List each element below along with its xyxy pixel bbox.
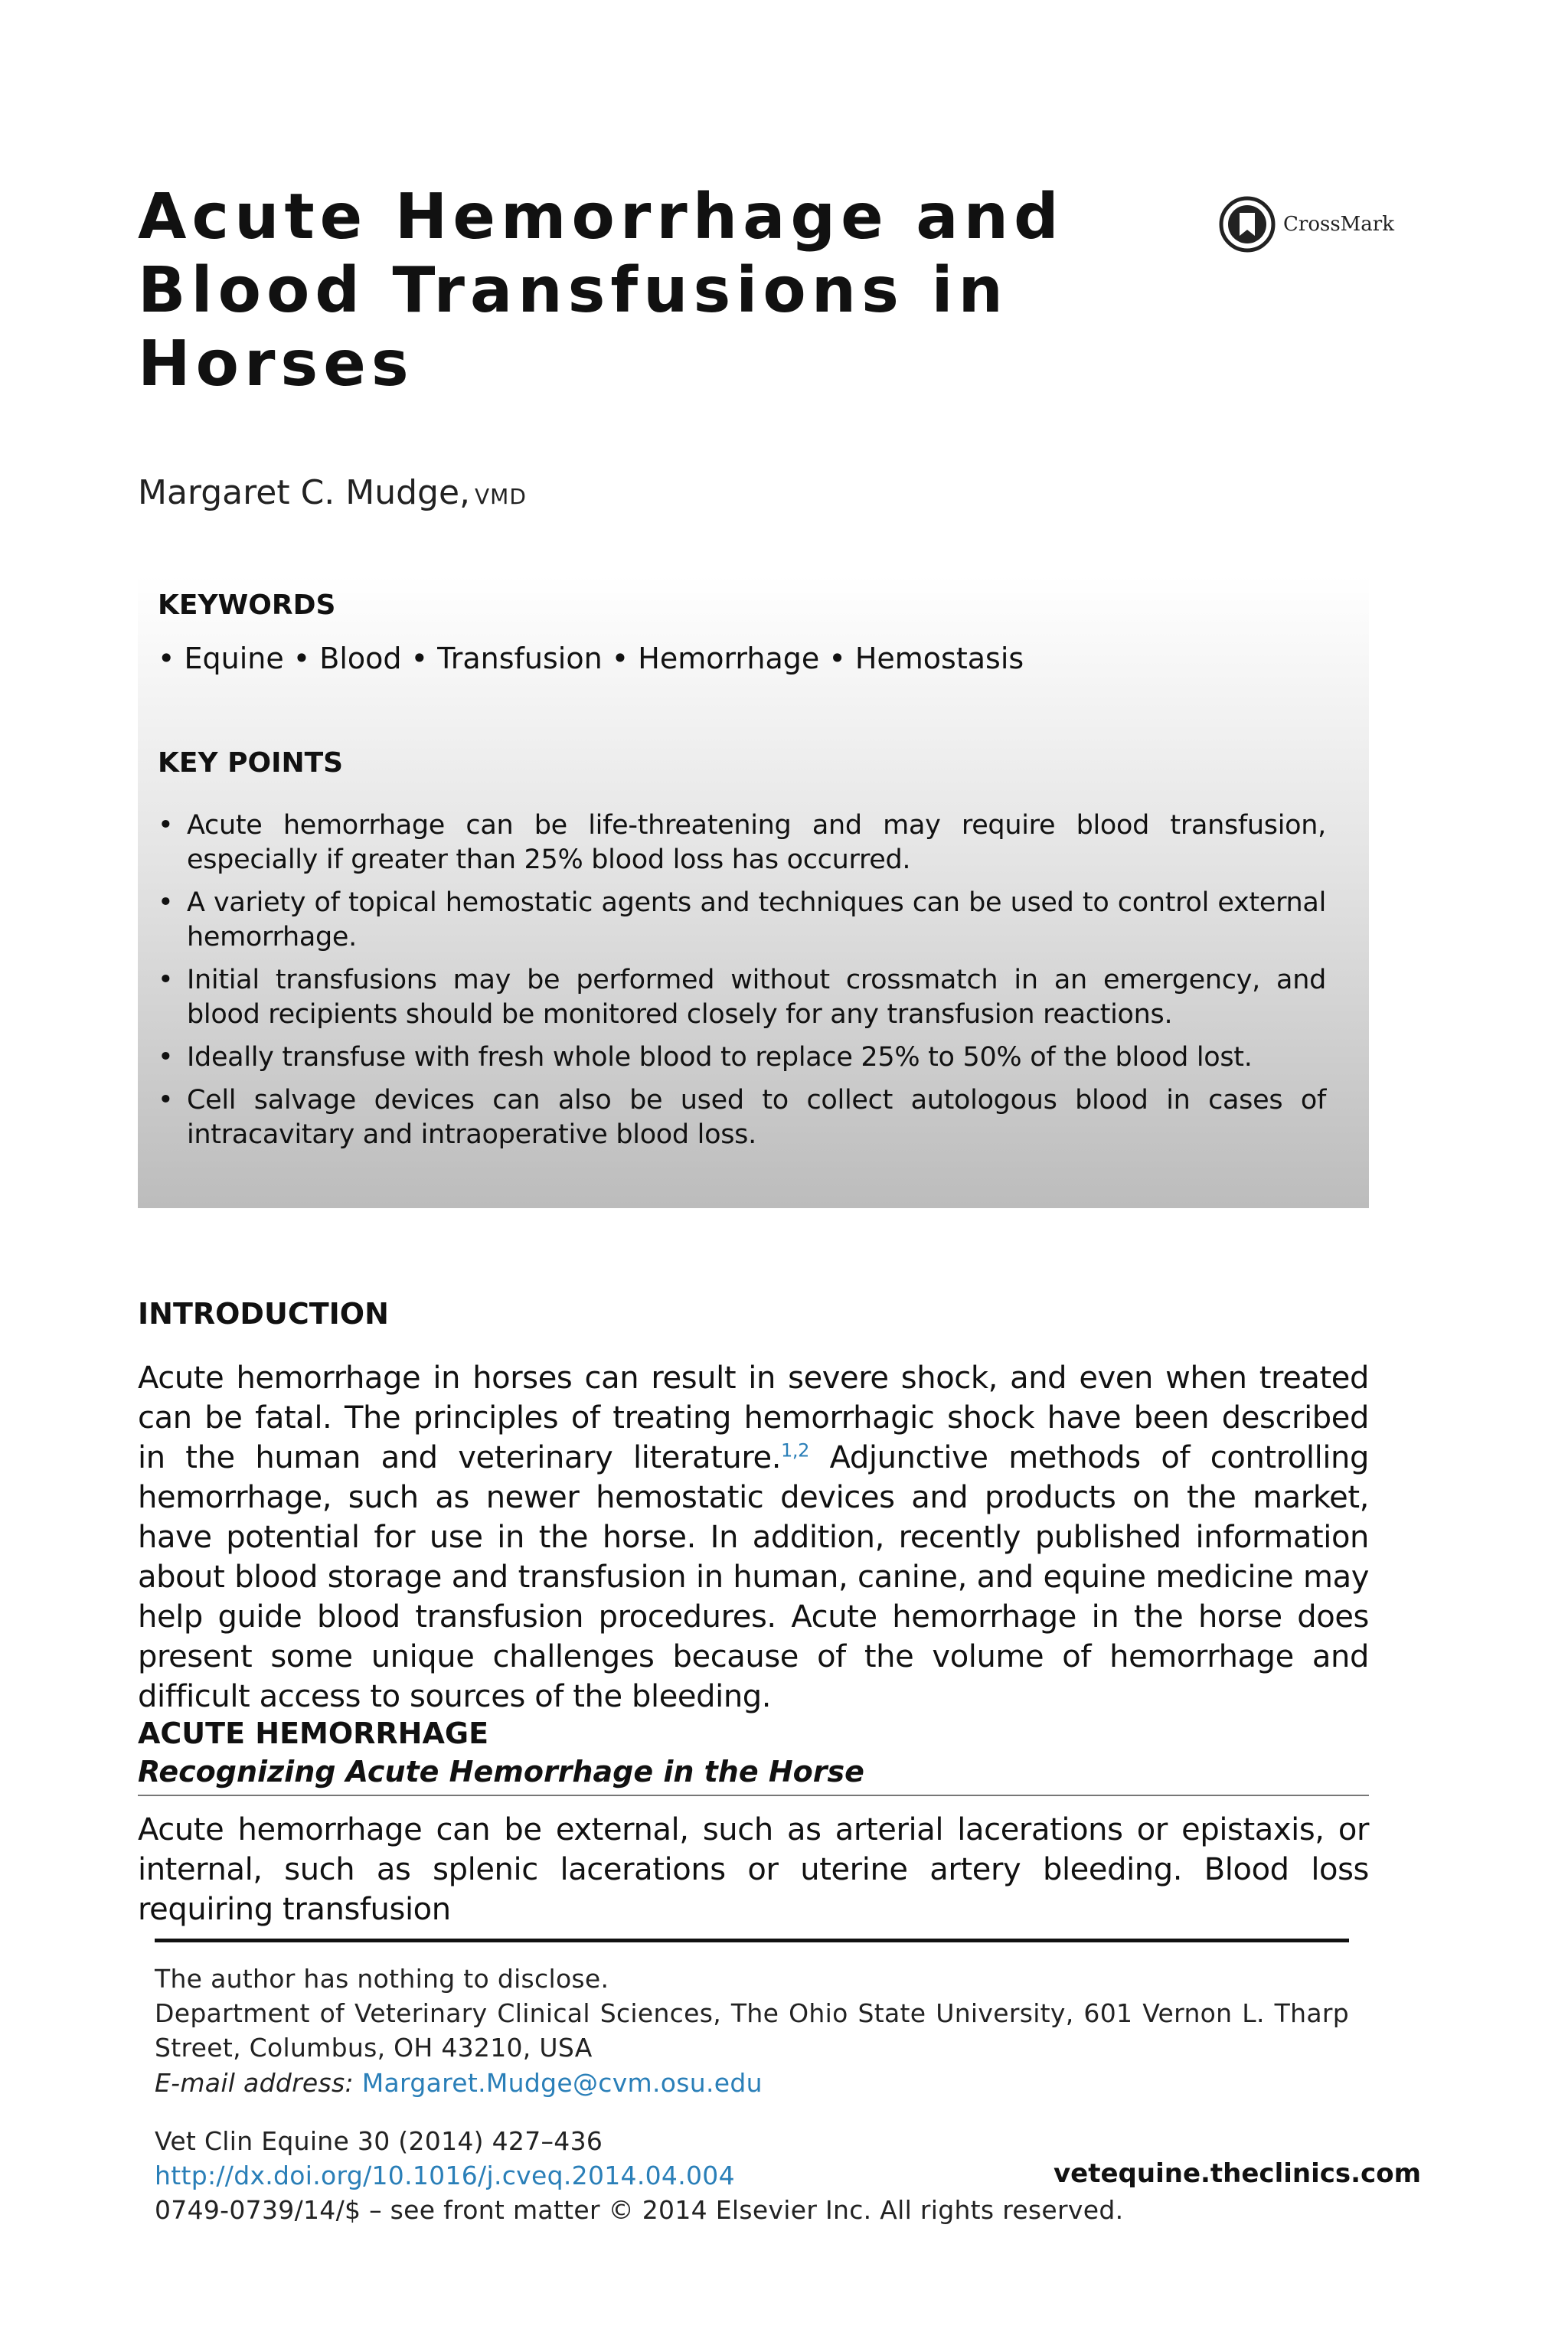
acute-hemorrhage-subheading: Recognizing Acute Hemorrhage in the Horse <box>138 1755 1369 1796</box>
email-line <box>155 2066 1349 2100</box>
crossmark-icon <box>1219 196 1276 253</box>
crossmark-label: CrossMark <box>1283 213 1394 236</box>
keywords-list: • Equine • Blood • Transfusion • Hemorrhage • Hemostasis <box>158 642 1024 675</box>
citation-line: Vet Clin Equine 30 (2014) 427–436 <box>155 2126 603 2156</box>
crossmark-badge[interactable] <box>1219 196 1394 253</box>
email-label: E-mail address: <box>155 2068 354 2098</box>
title-line: Blood Transfusions in <box>138 254 1008 327</box>
author-line <box>138 473 527 512</box>
keywords-box <box>138 576 1369 1208</box>
introduction-paragraph <box>138 1358 1369 1717</box>
key-point-item: • A variety of topical hemostatic agents and techniques can be used to control external hemorrhage. <box>158 886 1326 955</box>
disclosure-note: The author has nothing to disclose. <box>155 1964 609 1994</box>
key-points-heading: KEY POINTS <box>158 747 344 779</box>
author-name: Margaret C. Mudge, <box>138 473 471 512</box>
key-point-item: • Acute hemorrhage can be life-threatening and may require blood transfusion, especially if greater than 25% blood loss has occurred. <box>158 808 1326 877</box>
copyright-line: 0749-0739/14/$ – see front matter © 2014 Elsevier Inc. All rights reserved. <box>155 2195 1124 2225</box>
reference-link[interactable]: 1,2 <box>781 1439 809 1462</box>
key-point-item: • Initial transfusions may be performed without crossmatch in an emergency, and blood recipients should be monitored closely for any transfusion reactions. <box>158 963 1326 1032</box>
journal-website[interactable]: vetequine.theclinics.com <box>1054 2158 1422 2189</box>
intro-text-part: Adjunctive methods of controlling hemorrhage, such as newer hemostatic devices and products on the market, have potential for use in the horse. In addition, recently published information about blood storage and transfusion in human, canine, and equine medicine may help guide blood transfusion procedures. Acute hemorrhage in the horse does present some unique challenges because of the volume of hemorrhage and difficult access to sources of the bleeding. <box>138 1440 1369 1714</box>
intro-text-part: Acute hemorrhage in horses can result in severe shock, and even when treated can be fatal. The principles of treating hemorrhagic shock have been described in the human and veterinary literature. <box>138 1361 1369 1475</box>
footnote-divider <box>155 1939 1349 1942</box>
introduction-heading: INTRODUCTION <box>138 1297 389 1331</box>
key-point-item: • Cell salvage devices can also be used to collect autologous blood in cases of intracavitary and intraoperative blood loss. <box>158 1083 1326 1152</box>
acute-hemorrhage-paragraph: Acute hemorrhage can be external, such as arterial lacerations or epistaxis, or internal, such as splenic lacerations or uterine artery bleeding. Blood loss requiring transfusion <box>138 1812 1369 1927</box>
author-degree: VMD <box>475 484 527 509</box>
key-points-list <box>158 808 1326 1161</box>
doi-link[interactable]: http://dx.doi.org/10.1016/j.cveq.2014.04.004 <box>155 2161 735 2190</box>
email-link[interactable]: Margaret.Mudge@cvm.osu.edu <box>361 2068 763 2098</box>
title-line: Horses <box>138 328 414 400</box>
article-title <box>138 181 1072 401</box>
title-line: Acute Hemorrhage and <box>138 181 1064 253</box>
acute-hemorrhage-heading: ACUTE HEMORRHAGE <box>138 1717 489 1750</box>
keywords-heading: KEYWORDS <box>158 590 336 621</box>
affiliation-note: Department of Veterinary Clinical Sciences, The Ohio State University, 601 Vernon L. Tharp Street, Columbus, OH 43210, USA <box>155 1998 1349 2063</box>
key-point-item: • Ideally transfuse with fresh whole blood to replace 25% to 50% of the blood lost. <box>158 1040 1326 1075</box>
